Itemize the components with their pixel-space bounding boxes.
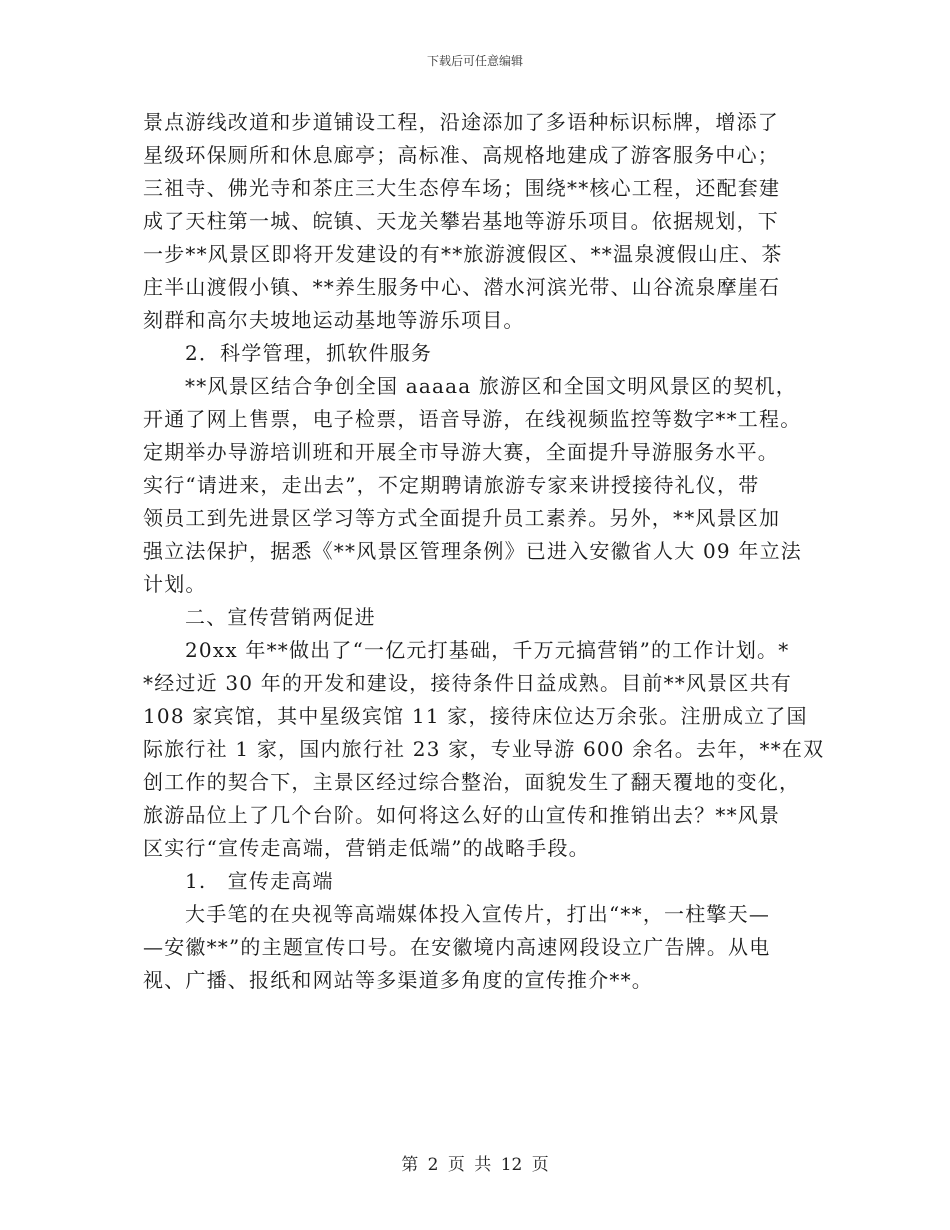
section-heading: 2．科学管理，抓软件服务 xyxy=(185,341,433,365)
body-line: 20xx 年**做出了“一亿元打基础，千万元搞营销”的工作计划。* xyxy=(185,638,790,662)
body-line: 创工作的契合下，主景区经过综合整治，面貌发生了翻天覆地的变化， xyxy=(143,770,801,794)
section-heading: 1. 宣传走高端 xyxy=(185,869,334,893)
body-line: *经过近 30 年的开发和建设，接待条件日益成熟。目前**风景区共有 xyxy=(143,671,792,695)
body-line: 际旅行社 1 家，国内旅行社 23 家，专业导游 600 余名。去年，**在双 xyxy=(143,737,825,761)
body-line: 景点游线改道和步道铺设工程，沿途添加了多语种标识标牌，增添了 xyxy=(143,110,779,134)
body-line: 领员工到先进景区学习等方式全面提升员工素养。另外，**风景区加 xyxy=(143,506,781,530)
document-body xyxy=(143,106,825,997)
page-header: 下载后可任意编辑 xyxy=(426,54,523,68)
body-line: 实行“请进来，走出去”，不定期聘请旅游专家来讲授接待礼仪，带 xyxy=(143,473,760,497)
section-heading: 二、宣传营销两促进 xyxy=(185,605,376,629)
body-line: 108 家宾馆，其中星级宾馆 11 家，接待床位达万余张。注册成立了国 xyxy=(143,704,808,728)
body-line: 旅游品位上了几个台阶。如何将这么好的山宣传和推销出去？**风景 xyxy=(143,803,781,827)
body-line: 区实行“宣传走高端，营销走低端”的战略手段。 xyxy=(143,836,590,860)
body-line: 一步**风景区即将开发建设的有**旅游渡假区、**温泉渡假山庄、茶 xyxy=(143,242,783,266)
body-line: 强立法保护，据悉《**风景区管理条例》已进入安徽省人大 09 年立法 xyxy=(143,539,802,563)
body-line: 计划。 xyxy=(143,572,207,596)
body-line: 三祖寺、佛光寺和茶庄三大生态停车场；围绕**核心工程，还配套建 xyxy=(143,176,781,200)
body-line: 庄半山渡假小镇、**养生服务中心、潜水河滨光带、山谷流泉摩崖石 xyxy=(143,275,781,299)
body-line: —安徽**”的主题宣传口号。在安徽境内高速网段设立广告牌。从电 xyxy=(143,935,771,959)
body-line: 视、广播、报纸和网站等多渠道多角度的宣传推介**。 xyxy=(143,968,653,992)
body-line: 刻群和高尔夫坡地运动基地等游乐项目。 xyxy=(143,308,525,332)
body-line: 成了天柱第一城、皖镇、天龙关攀岩基地等游乐项目。依据规划，下 xyxy=(143,209,779,233)
body-line: 大手笔的在央视等高端媒体投入宣传片，打出“**，一柱擎天— xyxy=(185,902,771,926)
body-line: 星级环保厕所和休息廊亭；高标准、高规格地建成了游客服务中心； xyxy=(143,143,779,167)
body-line: 开通了网上售票，电子检票，语音导游，在线视频监控等数字**工程。 xyxy=(143,407,802,431)
body-line: 定期举办导游培训班和开展全市导游大赛，全面提升导游服务水平。 xyxy=(143,440,779,464)
body-line: **风景区结合争创全国 aaaaa 旅游区和全国文明风景区的契机， xyxy=(185,374,797,398)
page-number: 第 2 页 共 12 页 xyxy=(401,1155,549,1175)
